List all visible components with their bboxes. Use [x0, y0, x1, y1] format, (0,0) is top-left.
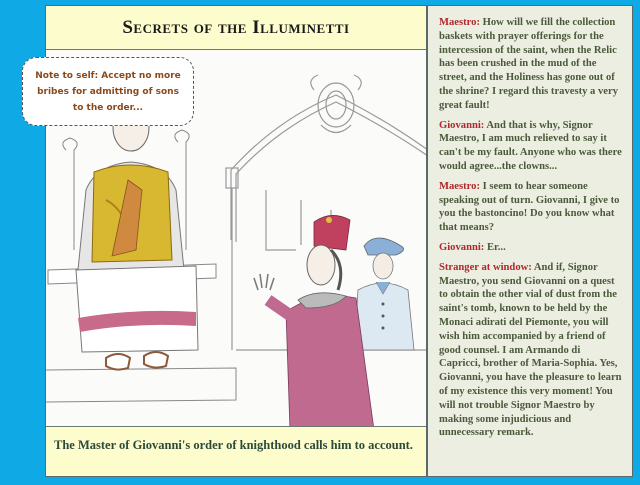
- caption-box: [46, 426, 426, 476]
- speaker-name: Giovanni:: [439, 241, 485, 253]
- speaker-name: Giovanni:: [439, 119, 485, 131]
- dialogue-panel: [427, 5, 633, 477]
- thought-note: [22, 57, 194, 126]
- dialogue-text: Er...: [484, 241, 506, 253]
- caption-text: The Master of Giovanni's order of knighthood calls him to account.: [54, 438, 413, 452]
- speaker-name: Maestro:: [439, 17, 480, 28]
- dialogue-line: [439, 261, 624, 440]
- speaker-name: Stranger at window:: [439, 261, 532, 273]
- title-bar: [46, 6, 426, 50]
- dialogue-text: And that is why, Signor Maestro, I am much relieved to say it can't be my fault. Anyone who was there would agree...the clowns...: [439, 119, 622, 172]
- note-text: Note to self: Accept no more bribes for admitting of sons to the order...: [35, 70, 181, 113]
- dialogue-text: How will we fill the collection baskets with prayer offerings for the intercession of the saint, when the Relic has been crushed in the mud of the street, and the Holiness has gone out of the shrine? I regard this travesty a very great fault!: [439, 17, 618, 111]
- dialogue-text: And if, Signor Maestro, you send Giovanni on a quest to obtain the other vial of dust from the saint's tomb, known to be held by the Monaci adirati del Piemonte, you will wish him accompanied by a friend of good counsel. I am Armando di Capricci, brother of Maria-Sophia. Yes, Giovanni, you have the pleasure to learn of my existence this very moment! You will not trouble Signor Maestro by making some injudicious and unnecessary remark.: [439, 261, 622, 439]
- dialogue-line: [439, 180, 624, 235]
- dialogue-text: I seem to hear someone speaking out of turn. Giovanni, I give to you the bastoncino! Do you know what that means?: [439, 180, 620, 234]
- dialogue-line: [439, 16, 624, 113]
- comic-title: Secrets of the Illuminetti: [122, 16, 350, 38]
- dialogue-line: [439, 119, 624, 174]
- dialogue-line: [439, 241, 624, 255]
- speaker-name: Maestro:: [439, 180, 480, 192]
